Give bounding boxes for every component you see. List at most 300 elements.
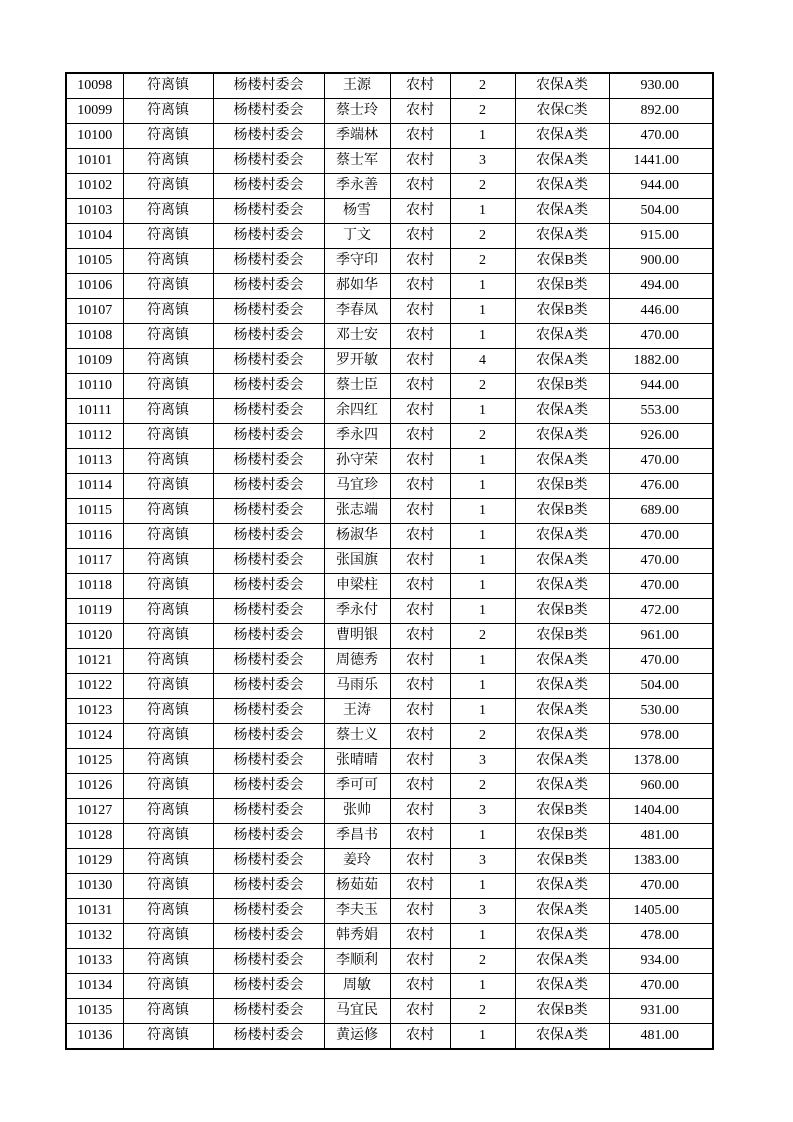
cell-residence-type: 农村 [390, 499, 450, 524]
table-row [66, 799, 713, 824]
cell-village: 杨楼村委会 [213, 999, 324, 1024]
cell-amount: 944.00 [609, 374, 713, 399]
cell-person-name: 马宜珍 [324, 474, 390, 499]
cell-member-count: 1 [450, 124, 515, 149]
cell-member-count: 1 [450, 299, 515, 324]
table-row [66, 774, 713, 799]
cell-village: 杨楼村委会 [213, 1024, 324, 1050]
cell-residence-type: 农村 [390, 374, 450, 399]
cell-person-name: 黄运修 [324, 1024, 390, 1050]
cell-person-name: 张帅 [324, 799, 390, 824]
cell-village: 杨楼村委会 [213, 624, 324, 649]
cell-town: 符离镇 [123, 574, 213, 599]
table-row [66, 399, 713, 424]
cell-residence-type: 农村 [390, 649, 450, 674]
cell-village: 杨楼村委会 [213, 99, 324, 124]
cell-insurance-category: 农保A类 [515, 124, 609, 149]
cell-town: 符离镇 [123, 549, 213, 574]
cell-row-id: 10113 [66, 449, 123, 474]
table-row [66, 124, 713, 149]
cell-row-id: 10110 [66, 374, 123, 399]
cell-person-name: 季永善 [324, 174, 390, 199]
cell-member-count: 1 [450, 474, 515, 499]
cell-residence-type: 农村 [390, 349, 450, 374]
table-row [66, 674, 713, 699]
cell-insurance-category: 农保A类 [515, 874, 609, 899]
cell-residence-type: 农村 [390, 124, 450, 149]
cell-insurance-category: 农保B类 [515, 624, 609, 649]
cell-member-count: 1 [450, 449, 515, 474]
table-row [66, 699, 713, 724]
cell-member-count: 2 [450, 224, 515, 249]
cell-insurance-category: 农保A类 [515, 949, 609, 974]
table-row [66, 299, 713, 324]
cell-person-name: 季守印 [324, 249, 390, 274]
cell-amount: 481.00 [609, 824, 713, 849]
cell-insurance-category: 农保A类 [515, 149, 609, 174]
cell-amount: 470.00 [609, 549, 713, 574]
cell-amount: 470.00 [609, 449, 713, 474]
table-row [66, 374, 713, 399]
cell-amount: 1378.00 [609, 749, 713, 774]
cell-village: 杨楼村委会 [213, 224, 324, 249]
cell-town: 符离镇 [123, 924, 213, 949]
cell-amount: 931.00 [609, 999, 713, 1024]
cell-insurance-category: 农保A类 [515, 524, 609, 549]
cell-person-name: 王涛 [324, 699, 390, 724]
cell-amount: 926.00 [609, 424, 713, 449]
cell-amount: 476.00 [609, 474, 713, 499]
cell-member-count: 2 [450, 73, 515, 99]
cell-row-id: 10109 [66, 349, 123, 374]
cell-amount: 930.00 [609, 73, 713, 99]
cell-member-count: 1 [450, 399, 515, 424]
cell-row-id: 10111 [66, 399, 123, 424]
cell-person-name: 孙守荣 [324, 449, 390, 474]
cell-amount: 961.00 [609, 624, 713, 649]
cell-row-id: 10112 [66, 424, 123, 449]
cell-residence-type: 农村 [390, 924, 450, 949]
cell-village: 杨楼村委会 [213, 349, 324, 374]
cell-village: 杨楼村委会 [213, 874, 324, 899]
table-row [66, 73, 713, 99]
cell-member-count: 1 [450, 524, 515, 549]
table-row [66, 974, 713, 999]
cell-amount: 1441.00 [609, 149, 713, 174]
cell-town: 符离镇 [123, 449, 213, 474]
table-row [66, 224, 713, 249]
cell-amount: 478.00 [609, 924, 713, 949]
cell-person-name: 罗开敏 [324, 349, 390, 374]
cell-member-count: 1 [450, 649, 515, 674]
cell-row-id: 10122 [66, 674, 123, 699]
cell-village: 杨楼村委会 [213, 324, 324, 349]
cell-member-count: 3 [450, 849, 515, 874]
cell-village: 杨楼村委会 [213, 649, 324, 674]
cell-village: 杨楼村委会 [213, 924, 324, 949]
cell-person-name: 蔡士义 [324, 724, 390, 749]
cell-insurance-category: 农保A类 [515, 349, 609, 374]
table-row [66, 724, 713, 749]
cell-member-count: 1 [450, 699, 515, 724]
cell-row-id: 10103 [66, 199, 123, 224]
cell-town: 符离镇 [123, 174, 213, 199]
cell-village: 杨楼村委会 [213, 524, 324, 549]
cell-village: 杨楼村委会 [213, 749, 324, 774]
cell-residence-type: 农村 [390, 399, 450, 424]
cell-insurance-category: 农保A类 [515, 674, 609, 699]
cell-member-count: 1 [450, 974, 515, 999]
cell-residence-type: 农村 [390, 899, 450, 924]
cell-row-id: 10098 [66, 73, 123, 99]
cell-village: 杨楼村委会 [213, 724, 324, 749]
cell-row-id: 10116 [66, 524, 123, 549]
cell-member-count: 2 [450, 174, 515, 199]
cell-amount: 944.00 [609, 174, 713, 199]
cell-person-name: 张国旗 [324, 549, 390, 574]
cell-member-count: 1 [450, 874, 515, 899]
cell-amount: 900.00 [609, 249, 713, 274]
cell-amount: 915.00 [609, 224, 713, 249]
cell-residence-type: 农村 [390, 799, 450, 824]
table-row [66, 149, 713, 174]
cell-person-name: 季端林 [324, 124, 390, 149]
cell-village: 杨楼村委会 [213, 299, 324, 324]
cell-town: 符离镇 [123, 474, 213, 499]
cell-row-id: 10129 [66, 849, 123, 874]
cell-village: 杨楼村委会 [213, 249, 324, 274]
cell-town: 符离镇 [123, 299, 213, 324]
cell-residence-type: 农村 [390, 73, 450, 99]
cell-amount: 470.00 [609, 574, 713, 599]
cell-amount: 446.00 [609, 299, 713, 324]
cell-row-id: 10131 [66, 899, 123, 924]
cell-row-id: 10100 [66, 124, 123, 149]
cell-row-id: 10123 [66, 699, 123, 724]
cell-residence-type: 农村 [390, 824, 450, 849]
cell-village: 杨楼村委会 [213, 199, 324, 224]
cell-member-count: 1 [450, 274, 515, 299]
cell-town: 符离镇 [123, 599, 213, 624]
cell-town: 符离镇 [123, 73, 213, 99]
table-row [66, 499, 713, 524]
cell-amount: 481.00 [609, 1024, 713, 1050]
cell-insurance-category: 农保A类 [515, 424, 609, 449]
cell-town: 符离镇 [123, 399, 213, 424]
cell-person-name: 李春凤 [324, 299, 390, 324]
cell-row-id: 10132 [66, 924, 123, 949]
cell-amount: 934.00 [609, 949, 713, 974]
cell-person-name: 马宜民 [324, 999, 390, 1024]
cell-insurance-category: 农保C类 [515, 99, 609, 124]
cell-town: 符离镇 [123, 899, 213, 924]
cell-person-name: 李顺利 [324, 949, 390, 974]
cell-person-name: 申梁柱 [324, 574, 390, 599]
cell-insurance-category: 农保A类 [515, 549, 609, 574]
cell-village: 杨楼村委会 [213, 774, 324, 799]
table-row [66, 474, 713, 499]
cell-amount: 530.00 [609, 699, 713, 724]
cell-town: 符离镇 [123, 274, 213, 299]
cell-residence-type: 农村 [390, 974, 450, 999]
cell-member-count: 2 [450, 949, 515, 974]
cell-row-id: 10108 [66, 324, 123, 349]
cell-row-id: 10119 [66, 599, 123, 624]
cell-town: 符离镇 [123, 999, 213, 1024]
cell-residence-type: 农村 [390, 599, 450, 624]
cell-residence-type: 农村 [390, 274, 450, 299]
cell-residence-type: 农村 [390, 549, 450, 574]
cell-insurance-category: 农保A类 [515, 924, 609, 949]
cell-member-count: 2 [450, 374, 515, 399]
cell-member-count: 1 [450, 199, 515, 224]
cell-member-count: 3 [450, 899, 515, 924]
cell-residence-type: 农村 [390, 949, 450, 974]
cell-amount: 1383.00 [609, 849, 713, 874]
cell-town: 符离镇 [123, 824, 213, 849]
cell-village: 杨楼村委会 [213, 149, 324, 174]
cell-insurance-category: 农保B类 [515, 824, 609, 849]
cell-member-count: 1 [450, 1024, 515, 1050]
table-row [66, 849, 713, 874]
cell-residence-type: 农村 [390, 174, 450, 199]
cell-amount: 1882.00 [609, 349, 713, 374]
cell-member-count: 1 [450, 924, 515, 949]
cell-member-count: 1 [450, 549, 515, 574]
table-row [66, 749, 713, 774]
cell-amount: 978.00 [609, 724, 713, 749]
cell-row-id: 10107 [66, 299, 123, 324]
cell-residence-type: 农村 [390, 1024, 450, 1050]
cell-insurance-category: 农保B类 [515, 849, 609, 874]
table-row [66, 624, 713, 649]
cell-row-id: 10125 [66, 749, 123, 774]
cell-person-name: 曹明银 [324, 624, 390, 649]
cell-row-id: 10102 [66, 174, 123, 199]
cell-residence-type: 农村 [390, 149, 450, 174]
cell-insurance-category: 农保A类 [515, 224, 609, 249]
cell-amount: 960.00 [609, 774, 713, 799]
table-row [66, 574, 713, 599]
cell-village: 杨楼村委会 [213, 799, 324, 824]
cell-insurance-category: 农保A类 [515, 174, 609, 199]
cell-town: 符离镇 [123, 324, 213, 349]
cell-village: 杨楼村委会 [213, 73, 324, 99]
cell-person-name: 季昌书 [324, 824, 390, 849]
cell-person-name: 周敏 [324, 974, 390, 999]
cell-member-count: 3 [450, 749, 515, 774]
cell-residence-type: 农村 [390, 574, 450, 599]
cell-member-count: 2 [450, 99, 515, 124]
cell-member-count: 1 [450, 499, 515, 524]
cell-insurance-category: 农保A类 [515, 899, 609, 924]
cell-person-name: 蔡士玲 [324, 99, 390, 124]
cell-village: 杨楼村委会 [213, 424, 324, 449]
cell-village: 杨楼村委会 [213, 174, 324, 199]
cell-insurance-category: 农保A类 [515, 574, 609, 599]
cell-member-count: 4 [450, 349, 515, 374]
cell-residence-type: 农村 [390, 324, 450, 349]
cell-town: 符离镇 [123, 849, 213, 874]
cell-insurance-category: 农保B类 [515, 499, 609, 524]
table-row [66, 524, 713, 549]
cell-insurance-category: 农保A类 [515, 699, 609, 724]
cell-row-id: 10115 [66, 499, 123, 524]
cell-row-id: 10121 [66, 649, 123, 674]
cell-residence-type: 农村 [390, 699, 450, 724]
table-row [66, 999, 713, 1024]
cell-town: 符离镇 [123, 349, 213, 374]
cell-member-count: 1 [450, 674, 515, 699]
cell-town: 符离镇 [123, 199, 213, 224]
cell-village: 杨楼村委会 [213, 449, 324, 474]
cell-town: 符离镇 [123, 724, 213, 749]
cell-insurance-category: 农保B类 [515, 999, 609, 1024]
cell-row-id: 10114 [66, 474, 123, 499]
cell-amount: 470.00 [609, 649, 713, 674]
table-row [66, 949, 713, 974]
cell-insurance-category: 农保A类 [515, 774, 609, 799]
table-row [66, 549, 713, 574]
cell-person-name: 丁文 [324, 224, 390, 249]
cell-residence-type: 农村 [390, 674, 450, 699]
table-row [66, 249, 713, 274]
cell-row-id: 10135 [66, 999, 123, 1024]
cell-village: 杨楼村委会 [213, 599, 324, 624]
cell-row-id: 10136 [66, 1024, 123, 1050]
cell-row-id: 10099 [66, 99, 123, 124]
cell-amount: 1404.00 [609, 799, 713, 824]
cell-insurance-category: 农保A类 [515, 199, 609, 224]
cell-town: 符离镇 [123, 774, 213, 799]
cell-village: 杨楼村委会 [213, 399, 324, 424]
cell-residence-type: 农村 [390, 749, 450, 774]
cell-person-name: 季可可 [324, 774, 390, 799]
cell-insurance-category: 农保B类 [515, 374, 609, 399]
cell-person-name: 张晴晴 [324, 749, 390, 774]
cell-amount: 470.00 [609, 874, 713, 899]
cell-town: 符离镇 [123, 624, 213, 649]
cell-residence-type: 农村 [390, 424, 450, 449]
cell-row-id: 10120 [66, 624, 123, 649]
cell-row-id: 10133 [66, 949, 123, 974]
cell-village: 杨楼村委会 [213, 899, 324, 924]
cell-residence-type: 农村 [390, 224, 450, 249]
cell-row-id: 10134 [66, 974, 123, 999]
cell-insurance-category: 农保A类 [515, 749, 609, 774]
cell-residence-type: 农村 [390, 524, 450, 549]
cell-town: 符离镇 [123, 799, 213, 824]
cell-person-name: 邓士安 [324, 324, 390, 349]
cell-village: 杨楼村委会 [213, 574, 324, 599]
cell-insurance-category: 农保A类 [515, 649, 609, 674]
cell-village: 杨楼村委会 [213, 699, 324, 724]
roster-table-body [66, 73, 713, 1049]
table-row [66, 274, 713, 299]
cell-row-id: 10127 [66, 799, 123, 824]
cell-amount: 470.00 [609, 524, 713, 549]
cell-row-id: 10101 [66, 149, 123, 174]
cell-amount: 472.00 [609, 599, 713, 624]
cell-village: 杨楼村委会 [213, 124, 324, 149]
cell-row-id: 10105 [66, 249, 123, 274]
cell-village: 杨楼村委会 [213, 824, 324, 849]
cell-member-count: 2 [450, 774, 515, 799]
cell-amount: 553.00 [609, 399, 713, 424]
cell-insurance-category: 农保A类 [515, 324, 609, 349]
cell-row-id: 10106 [66, 274, 123, 299]
cell-row-id: 10128 [66, 824, 123, 849]
cell-insurance-category: 农保B类 [515, 799, 609, 824]
cell-insurance-category: 农保B类 [515, 249, 609, 274]
roster-sheet [65, 72, 714, 1050]
table-row [66, 824, 713, 849]
cell-person-name: 马雨乐 [324, 674, 390, 699]
cell-residence-type: 农村 [390, 724, 450, 749]
cell-row-id: 10104 [66, 224, 123, 249]
cell-row-id: 10117 [66, 549, 123, 574]
cell-person-name: 杨雪 [324, 199, 390, 224]
cell-amount: 470.00 [609, 324, 713, 349]
cell-insurance-category: 农保A类 [515, 724, 609, 749]
table-row [66, 899, 713, 924]
table-row [66, 1024, 713, 1050]
cell-person-name: 郝如华 [324, 274, 390, 299]
cell-town: 符离镇 [123, 99, 213, 124]
cell-row-id: 10126 [66, 774, 123, 799]
cell-person-name: 季永付 [324, 599, 390, 624]
cell-person-name: 王源 [324, 73, 390, 99]
cell-amount: 892.00 [609, 99, 713, 124]
cell-insurance-category: 农保B类 [515, 474, 609, 499]
cell-person-name: 杨淑华 [324, 524, 390, 549]
cell-town: 符离镇 [123, 649, 213, 674]
cell-person-name: 蔡士臣 [324, 374, 390, 399]
cell-town: 符离镇 [123, 149, 213, 174]
cell-town: 符离镇 [123, 524, 213, 549]
cell-village: 杨楼村委会 [213, 499, 324, 524]
cell-insurance-category: 农保B类 [515, 299, 609, 324]
cell-member-count: 2 [450, 724, 515, 749]
cell-village: 杨楼村委会 [213, 974, 324, 999]
cell-row-id: 10124 [66, 724, 123, 749]
cell-town: 符离镇 [123, 499, 213, 524]
cell-amount: 470.00 [609, 124, 713, 149]
cell-town: 符离镇 [123, 874, 213, 899]
cell-village: 杨楼村委会 [213, 949, 324, 974]
cell-member-count: 2 [450, 424, 515, 449]
cell-amount: 470.00 [609, 974, 713, 999]
cell-town: 符离镇 [123, 674, 213, 699]
cell-member-count: 1 [450, 324, 515, 349]
cell-town: 符离镇 [123, 974, 213, 999]
cell-residence-type: 农村 [390, 999, 450, 1024]
cell-residence-type: 农村 [390, 624, 450, 649]
cell-town: 符离镇 [123, 749, 213, 774]
cell-insurance-category: 农保A类 [515, 399, 609, 424]
table-row [66, 199, 713, 224]
cell-town: 符离镇 [123, 949, 213, 974]
cell-residence-type: 农村 [390, 474, 450, 499]
cell-person-name: 张志端 [324, 499, 390, 524]
cell-amount: 689.00 [609, 499, 713, 524]
cell-residence-type: 农村 [390, 874, 450, 899]
cell-amount: 1405.00 [609, 899, 713, 924]
table-row [66, 924, 713, 949]
cell-person-name: 余四红 [324, 399, 390, 424]
cell-member-count: 3 [450, 149, 515, 174]
cell-town: 符离镇 [123, 249, 213, 274]
